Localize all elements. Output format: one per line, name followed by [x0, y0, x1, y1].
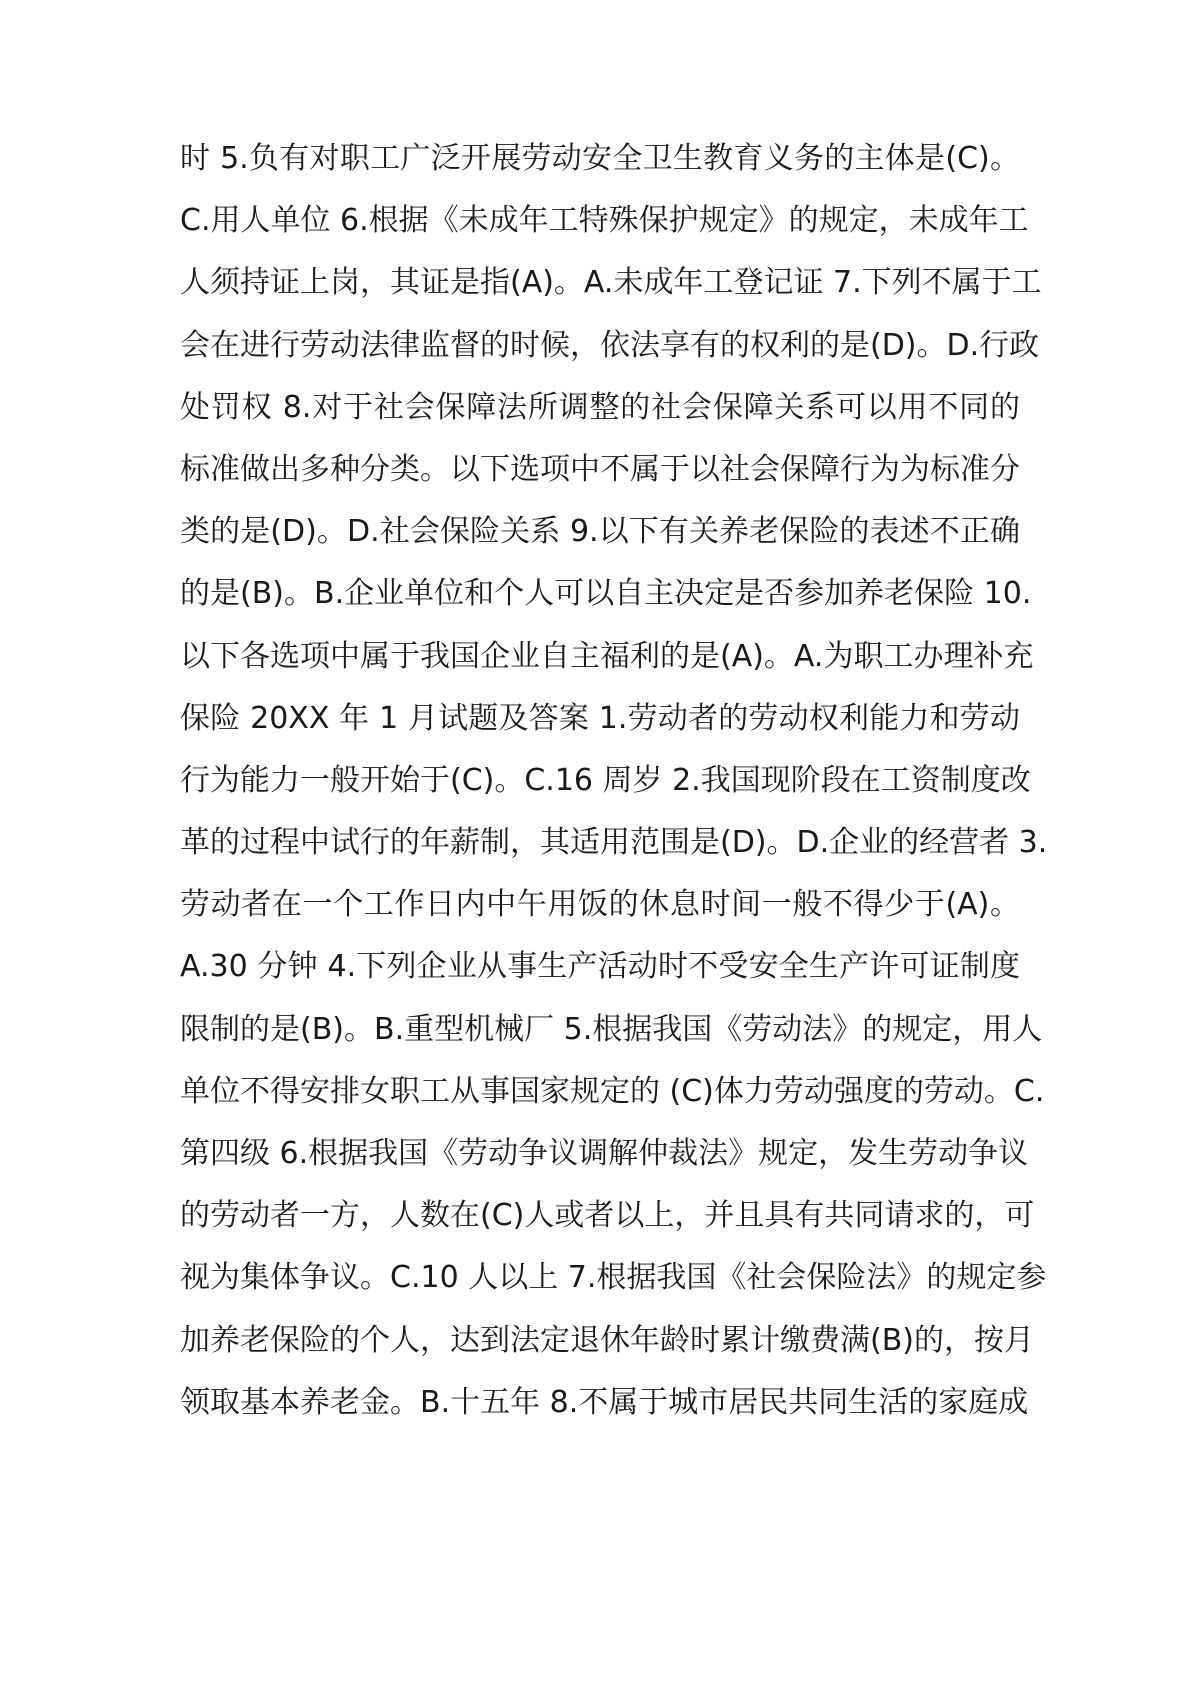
text-line: 的劳动者一方，人数在(C)人或者以上，并且具有共同请求的，可 [180, 1198, 1035, 1234]
text-line: A.30 分钟 4.下列企业从事生产活动时不受安全生产许可证制度 [180, 949, 1020, 985]
text-line: 以下各选项中属于我国企业自主福利的是(A)。A.为职工办理补充 [180, 638, 1034, 674]
text-line: 类的是(D)。D.社会保险关系 9.以下有关养老保险的表述不正确 [180, 514, 1020, 550]
text-line: 标准做出多种分类。以下选项中不属于以社会保障行为为标准分 [180, 451, 1020, 487]
text-line: 保险 20XX 年 1 月试题及答案 1.劳动者的劳动权利能力和劳动 [180, 700, 1020, 736]
text-line: 加养老保险的个人，达到法定退休年龄时累计缴费满(B)的，按月 [180, 1322, 1034, 1358]
text-line: 视为集体争议。C.10 人以上 7.根据我国《社会保险法》的规定参 [180, 1260, 1047, 1296]
text-line: 时 5.负有对职工广泛开展劳动安全卫生教育义务的主体是(C)。 [180, 141, 1020, 176]
body-text [180, 128, 1048, 1434]
text-line: 第四级 6.根据我国《劳动争议调解仲裁法》规定，发生劳动争议 [180, 1136, 1029, 1171]
text-line: C.用人单位 6.根据《未成年工特殊保护规定》的规定，未成年工 [180, 203, 1029, 239]
text-line: 的是(B)。B.企业单位和个人可以自主决定是否参加养老保险 10. [180, 576, 1032, 612]
text-line: 处罚权 8.对于社会保障法所调整的社会保障关系可以用不同的 [180, 389, 1020, 425]
text-line: 劳动者在一个工作日内中午用饭的休息时间一般不得少于(A)。 [180, 887, 1020, 923]
text-line: 限制的是(B)。B.重型机械厂 5.根据我国《劳动法》的规定，用人 [180, 1011, 1043, 1047]
text-line: 革的过程中试行的年薪制，其适用范围是(D)。D.企业的经营者 3. [180, 825, 1048, 861]
text-line: 会在进行劳动法律监督的时候，依法享有的权利的是(D)。D.行政 [180, 327, 1040, 363]
text-line: 人须持证上岗，其证是指(A)。A.未成年工登记证 7.下列不属于工 [180, 265, 1042, 301]
text-line: 领取基本养老金。B.十五年 8.不属于城市居民共同生活的家庭成 [180, 1384, 1029, 1420]
text-line: 单位不得安排女职工从事国家规定的 (C)体力劳动强度的劳动。C. [180, 1073, 1045, 1109]
text-line: 行为能力一般开始于(C)。C.16 周岁 2.我国现阶段在工资制度改 [180, 762, 1031, 798]
